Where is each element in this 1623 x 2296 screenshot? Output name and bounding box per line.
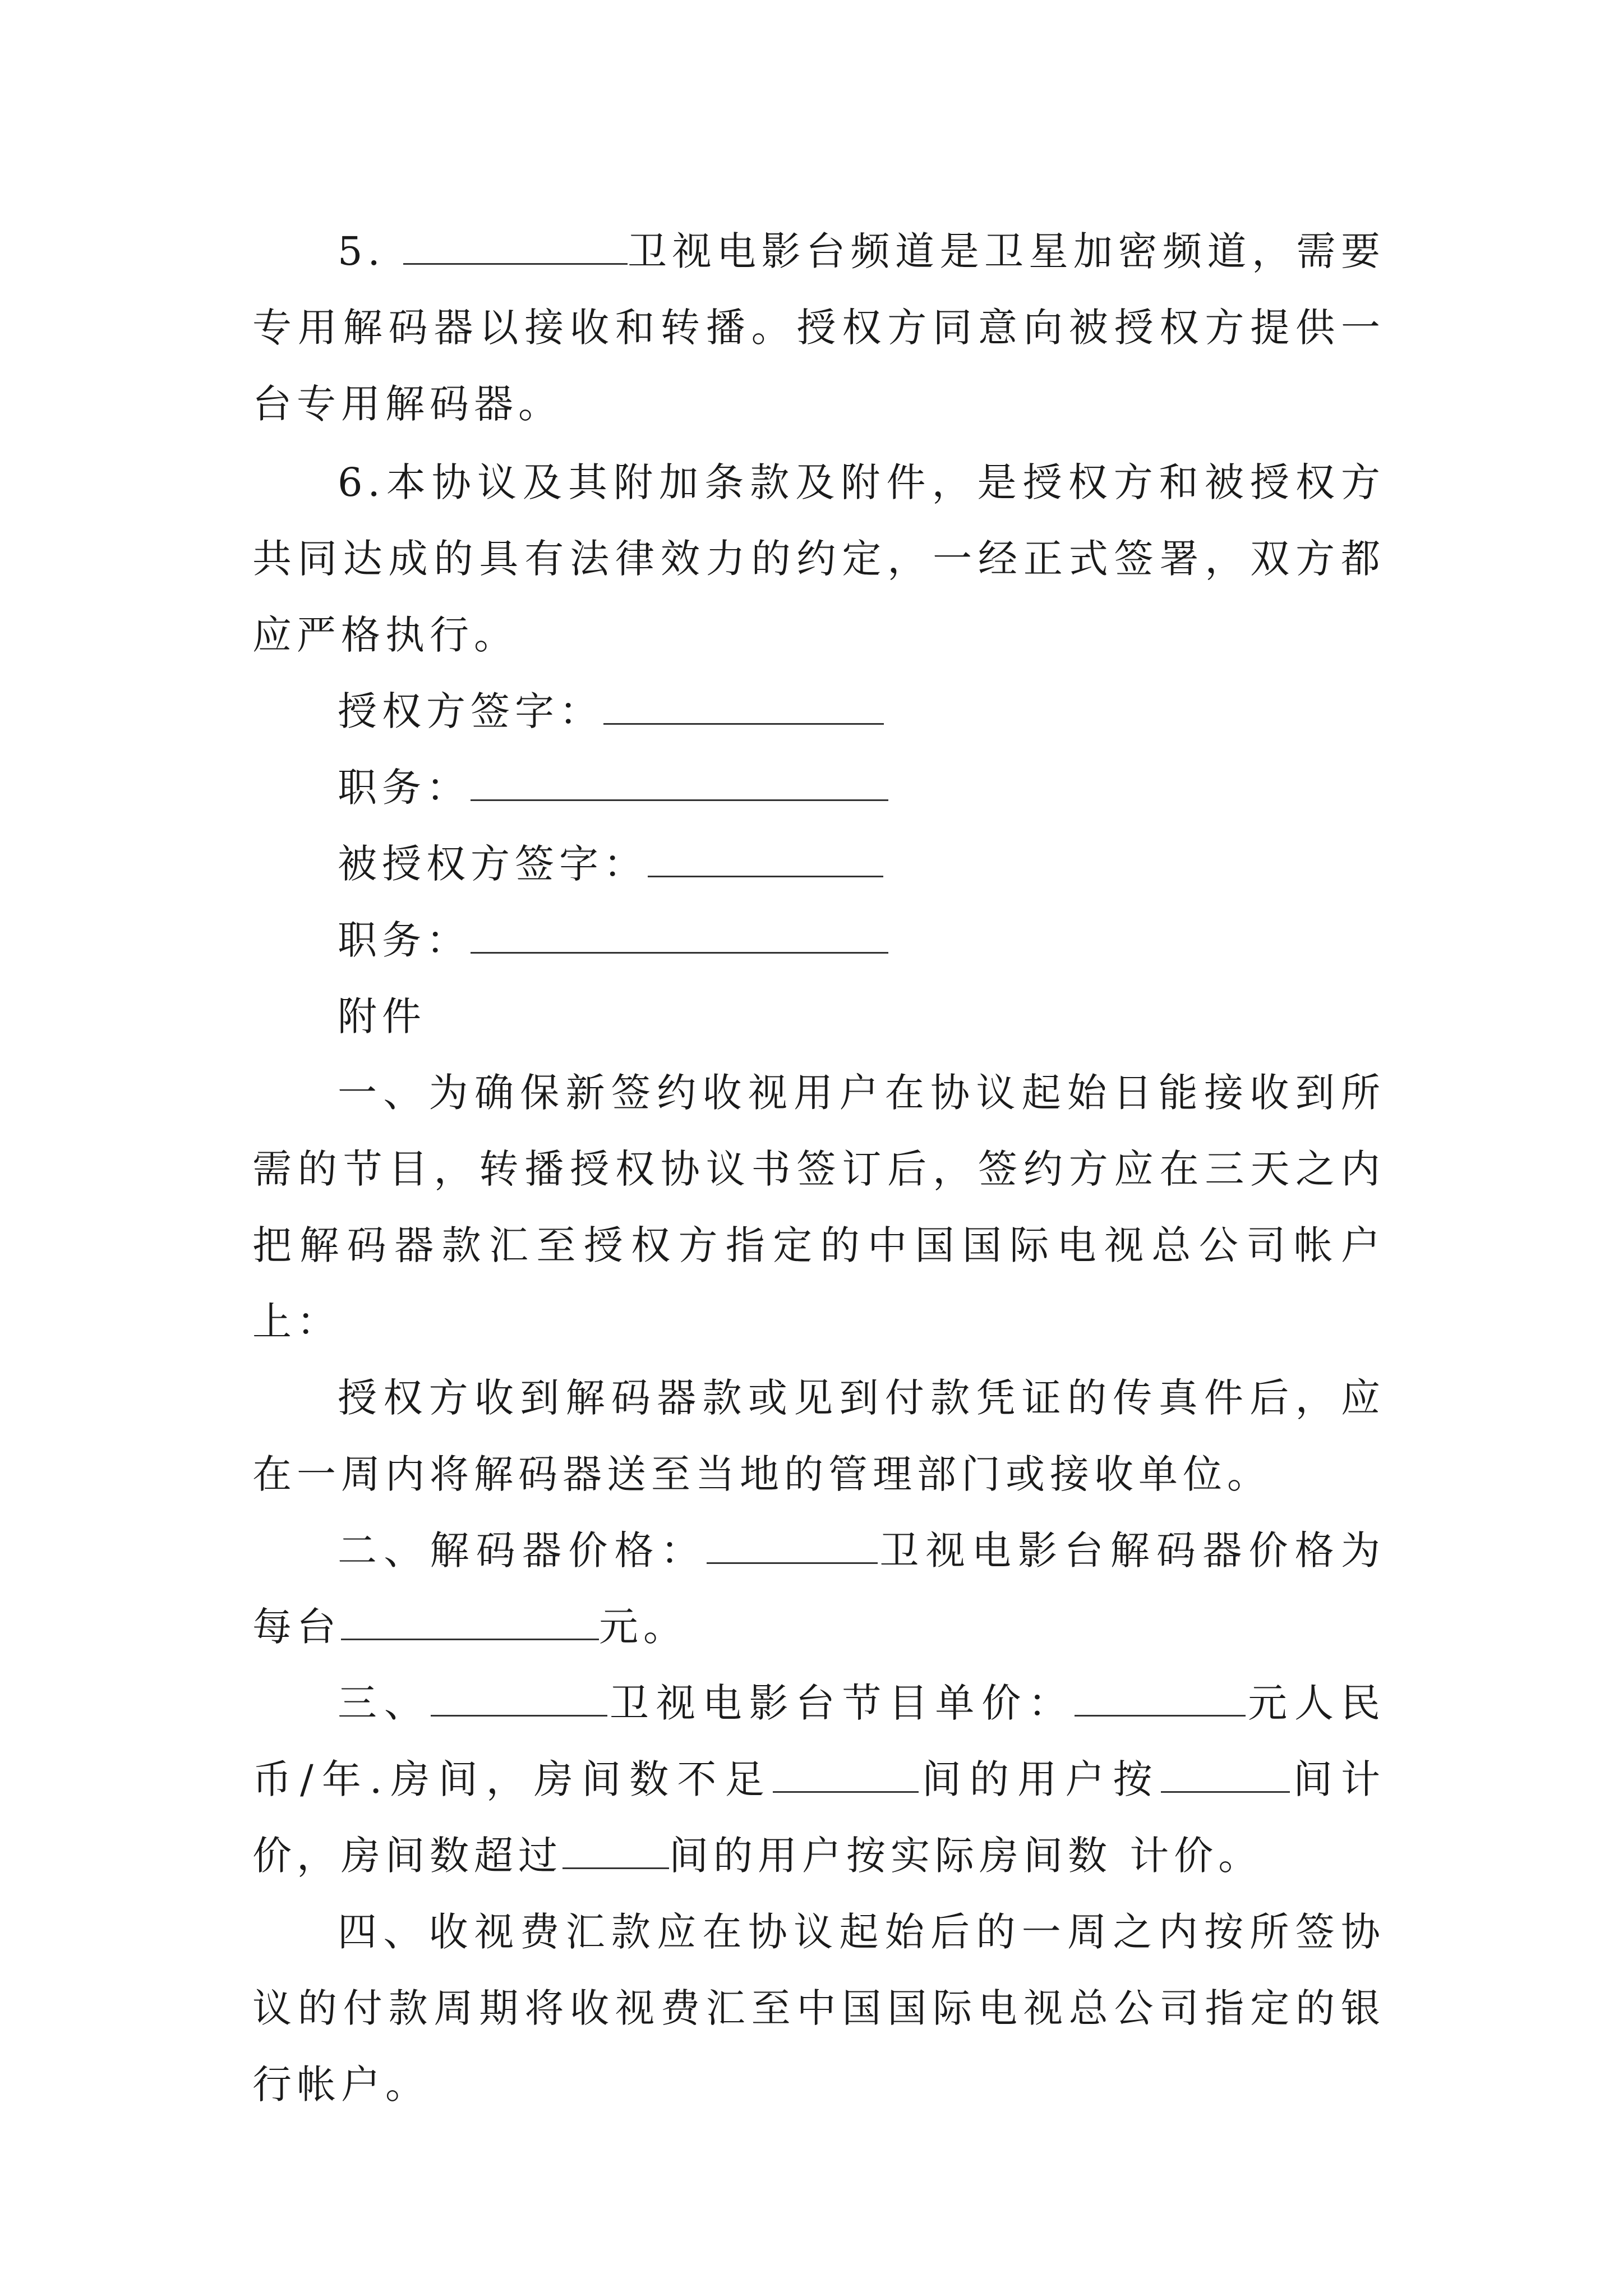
blank-item-3-min-rooms xyxy=(773,1753,919,1793)
item-3-text-e: 间的用户按实际房间数 计价。 xyxy=(669,1833,1263,1879)
clause-5-text: 卫视电影台频道是卫星加密频道，需要专用解码器以接收和转播。授权方同意向被授权方提供一台专用解码器。 xyxy=(252,228,1386,427)
attachment-heading: 附件 xyxy=(338,993,426,1039)
blank-channel-name xyxy=(403,225,628,265)
item-2-text: 卫视电影台解码器价格为每台 xyxy=(252,1527,1386,1650)
blank-item-3-channel xyxy=(431,1677,607,1717)
clause-6: 6.本协议及其附加条款及附件，是授权方和被授权方共同达成的具有法律效力的约定，一经正式签署，双方都应严格执行。 xyxy=(252,459,1385,658)
grantee-signature-blank xyxy=(648,839,883,877)
blank-item-2-price xyxy=(341,1600,599,1640)
item-2-label: 二、解码器价格： xyxy=(338,1527,707,1573)
clause-5-number: 5. xyxy=(338,228,403,274)
attachment-item-4: 四、收视费汇款应在协议起始后的一周之内按所签协议的付款周期将收视费汇至中国国际电视总公司指定的银行帐户。 xyxy=(252,1909,1385,2108)
attachment-item-2 xyxy=(252,1512,1385,1665)
grantor-title-label: 职务： xyxy=(338,765,471,811)
attachment-item-1b: 授权方收到解码器款或见到付款凭证的传真件后，应在一周内将解码器送至当地的管理部门或接收单位。 xyxy=(252,1375,1385,1497)
document-page xyxy=(252,213,1385,2123)
grantee-title-label: 职务： xyxy=(338,917,471,963)
blank-item-3-max-rooms xyxy=(562,1829,669,1869)
item-3-text-d: 间计价，房间数超过 xyxy=(252,1756,1386,1879)
grantee-title-line xyxy=(252,902,1385,978)
grantor-signature-line xyxy=(252,673,1385,749)
attachment-item-1: 一、为确保新签约收视用户在协议起始日能接收到所需的节目，转播授权协议书签订后，签约方应在三天之内把解码器款汇至授权方指定的中国国际电视总公司帐户上： xyxy=(252,1070,1385,1345)
grantee-signature-line xyxy=(252,826,1385,902)
grantee-title-blank xyxy=(471,915,888,954)
attachment-item-3 xyxy=(252,1665,1385,1894)
item-3-label: 三、 xyxy=(338,1680,431,1726)
grantee-signature-label: 被授权方签字： xyxy=(338,841,648,887)
grantor-signature-blank xyxy=(603,686,884,725)
item-2-unit: 元。 xyxy=(599,1604,688,1650)
grantor-title-line xyxy=(252,749,1385,826)
blank-item-3-rooms-charge xyxy=(1161,1753,1290,1793)
item-3-text-a: 卫视电影台节目单价： xyxy=(607,1680,1075,1726)
item-3-text-b: 元人民币/年.房间，房间数不足 xyxy=(252,1680,1385,1802)
item-3-text-c: 间的用户按 xyxy=(918,1756,1161,1802)
blank-item-3-price xyxy=(1075,1677,1246,1717)
grantor-signature-label: 授权方签字： xyxy=(338,688,603,734)
clause-5 xyxy=(252,213,1385,442)
blank-item-2-channel xyxy=(707,1524,878,1564)
grantor-title-blank xyxy=(471,762,888,801)
